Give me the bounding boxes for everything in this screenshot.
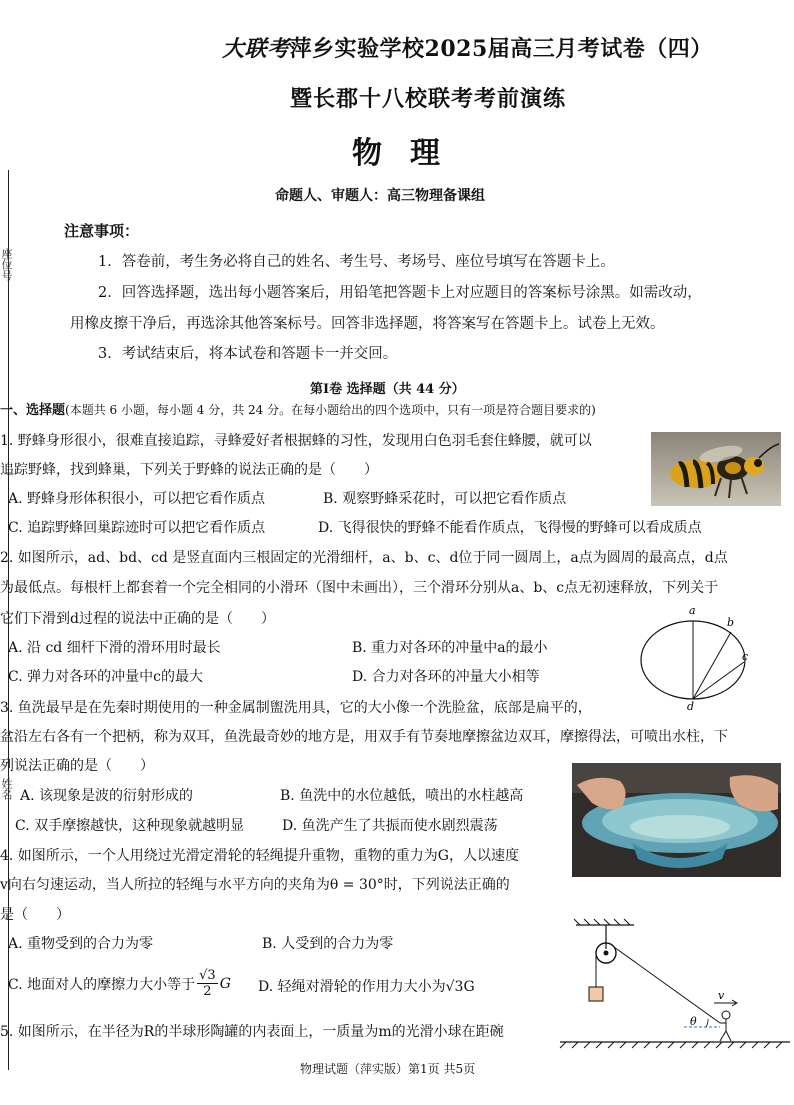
notice-heading: 注意事项： <box>64 222 140 240</box>
q4-fraction-denominator: 2 <box>203 984 212 999</box>
q3-stem-line3: 列说法正确的是（ ） <box>0 758 154 774</box>
wasp-photo <box>651 432 781 506</box>
q2-label-b: b <box>727 616 735 629</box>
brand-logo-text: 大联考 <box>222 36 290 62</box>
q2-label-a: a <box>689 604 696 617</box>
exam-title-text: 萍乡实验学校2025届高三月考试卷（四） <box>289 36 713 62</box>
authors-line: 命题人、审题人：高三物理备课组 <box>275 188 485 204</box>
part-label: 一、选择题 <box>0 403 66 418</box>
q4-stem-line3: 是（ ） <box>0 907 70 923</box>
q3-option-d: D. 鱼洗产生了共振而使水剧烈震荡 <box>282 818 498 834</box>
q4-option-d: D. 轻绳对滑轮的作用力大小为√3G <box>258 979 475 995</box>
q4-label-theta: θ <box>690 1015 697 1028</box>
exam-title-line2: 暨长郡十八校联考考前演练 <box>290 86 567 112</box>
part-title <box>0 399 596 418</box>
q4-pulley-diagram <box>556 915 792 1050</box>
q1-option-b: B. 观察野蜂采花时，可以把它看作质点 <box>323 491 567 507</box>
name-label: 姓名 <box>0 778 13 800</box>
q4-stem-line1: 4. 如图所示，一个人用绕过光滑定滑轮的轻绳提升重物，重物的重力为G，人以速度 <box>0 848 519 864</box>
q4-label-v: v <box>718 989 725 1002</box>
q2-option-d: D. 合力对各环的冲量大小相等 <box>352 669 540 685</box>
q1-stem-line1: 1. 野蜂身形很小，很难直接追踪，寻蜂爱好者根据蜂的习性，发现用白色羽毛套住蜂腰，就可以 <box>0 433 592 449</box>
notice-item-3: 3．考试结束后，将本试卷和答题卡一并交回。 <box>98 346 398 362</box>
q1-stem-line2: 追踪野蜂，找到蜂巢，下列关于野蜂的说法正确的是（ ） <box>0 462 378 478</box>
q3-option-c: C. 双手摩擦越快，这种现象就越明显 <box>15 818 245 834</box>
subject-title: 物理 <box>352 136 468 171</box>
q1-option-c: C. 追踪野蜂回巢踪迹时可以把它看作质点 <box>8 520 266 536</box>
q3-option-b: B. 鱼洗中的水位越低，喷出的水柱越高 <box>280 788 524 804</box>
q3-option-a: A. 该现象是波的衍射形成的 <box>20 788 194 804</box>
q3-stem-line2: 盆沿左右各有一个把柄，称为双耳，鱼洗最奇妙的地方是，用双手有节奏地摩擦盆边双耳，摩擦得法，可喷出水柱，下 <box>0 729 728 745</box>
q4-option-c-text: C. 地面对人的摩擦力大小等于 <box>8 976 196 993</box>
section-title: 第Ⅰ卷 选择题（共 44 分） <box>310 382 465 397</box>
page-footer: 物理试题（萍实版）第1页 共5页 <box>300 1062 476 1076</box>
q1-option-a: A. 野蜂身形体积很小，可以把它看作质点 <box>8 491 266 507</box>
q4-stem-line2: v向右匀速运动，当人所拉的轻绳与水平方向的夹角为θ = 30°时，下列说法正确的 <box>0 877 510 893</box>
q2-stem-line3: 它们下滑到d过程的说法中正确的是（ ） <box>0 611 275 627</box>
notice-item-1: 1．答卷前，考生务必将自己的姓名、考生号、考场号、座位号填写在答题卡上。 <box>98 254 615 270</box>
q4-option-c-fraction <box>197 968 218 999</box>
seat-number-label: 座位号 <box>0 248 13 281</box>
q2-label-c: c <box>742 650 749 663</box>
q2-option-b: B. 重力对各环的冲量中a的最小 <box>352 640 548 656</box>
q4-option-b: B. 人受到的合力为零 <box>262 936 394 952</box>
q4-option-c <box>8 968 231 999</box>
q2-label-d: d <box>687 700 695 712</box>
notice-item-2: 2．回答选择题，选出每小题答案后，用铅笔把答题卡上对应题目的答案标号涂黑。如需改动， <box>98 285 702 301</box>
q5-stem-line1: 5. 如图所示，在半径为R的半球形陶罐的内表面上，一质量为m的光滑小球在距碗 <box>0 1024 504 1040</box>
q1-option-d: D. 飞得很快的野蜂不能看作质点，飞得慢的野蜂可以看成质点 <box>318 520 702 536</box>
q2-stem-line1: 2. 如图所示，ad、bd、cd 是竖直面内三根固定的光滑细杆，a、b、c、d位于同一圆周上，a点为圆周的最高点，d点 <box>0 550 728 566</box>
q2-option-a: A. 沿 cd 细杆下滑的滑环用时最长 <box>8 640 221 656</box>
q3-stem-line1: 3. 鱼洗最早是在先秦时期使用的一种金属制盥洗用具，它的大小像一个洗脸盆，底部是扁平的， <box>0 700 592 716</box>
q2-option-c: C. 弹力对各环的冲量中c的最大 <box>8 669 203 685</box>
exam-title-line1 <box>222 32 713 63</box>
fish-basin-photo <box>572 763 781 877</box>
q4-option-a: A. 重物受到的合力为零 <box>8 936 154 952</box>
q2-circle-diagram <box>636 604 766 712</box>
q4-fraction-numerator: √3 <box>199 968 216 983</box>
q2-stem-line2: 为最低点。每根杆上都套着一个完全相同的小滑环（图中未画出），三个滑环分别从a、b、c点无初速释放，下列关于 <box>0 580 719 596</box>
notice-item-2-cont: 用橡皮擦干净后，再选涂其他答案标号。回答非选择题，将答案写在答题卡上。试卷上无效。 <box>70 316 665 332</box>
q4-option-c-g: G <box>219 975 231 992</box>
part-description: (本题共 6 小题，每小题 4 分，共 24 分。在每小题给出的四个选项中，只有一项是符合题目要求的) <box>65 403 596 417</box>
